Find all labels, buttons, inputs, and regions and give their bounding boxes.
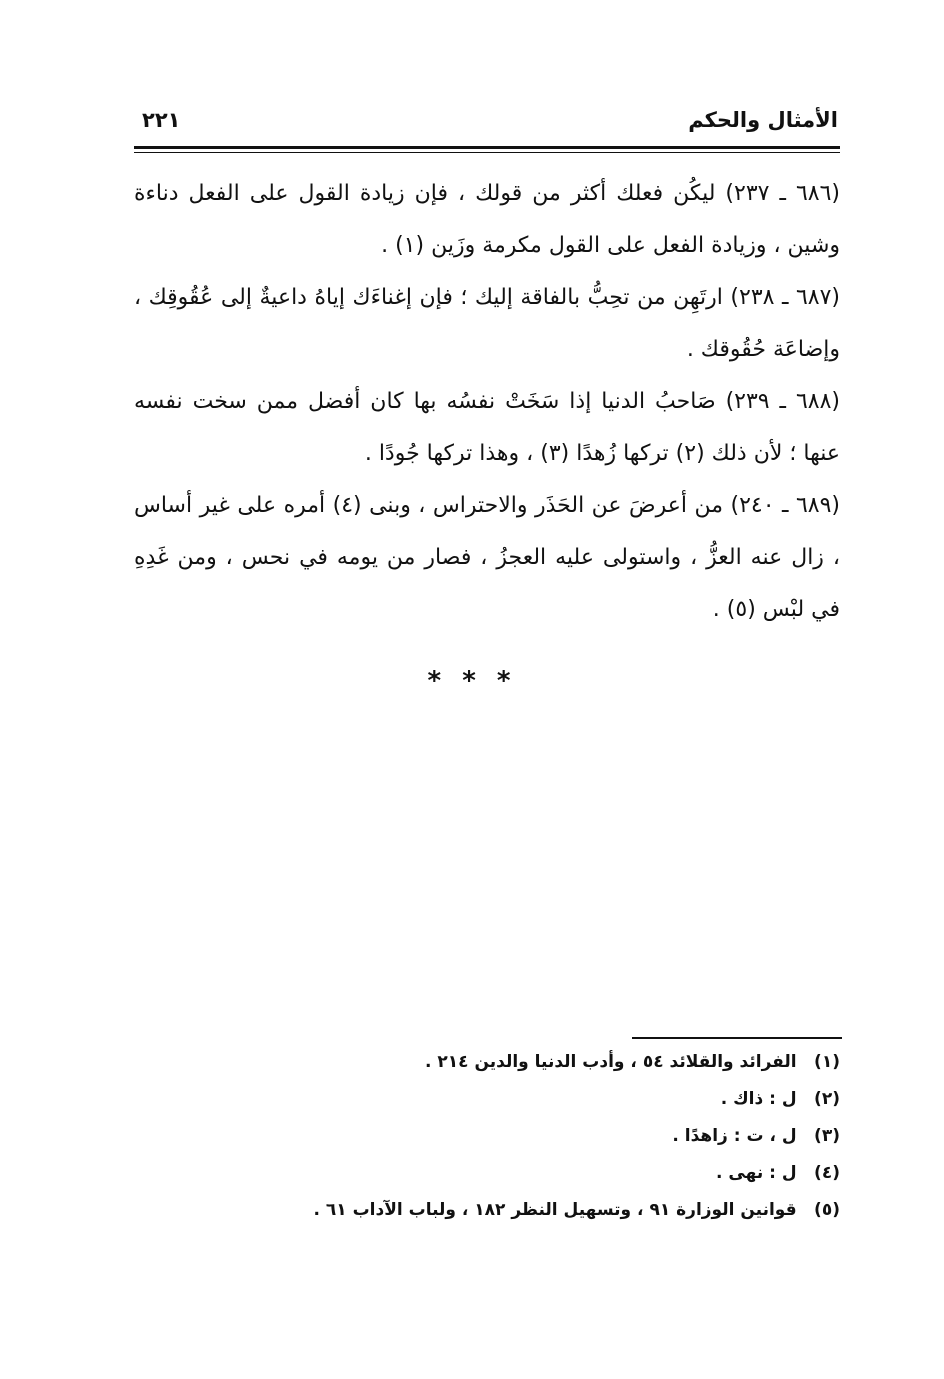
header-rule-thin <box>134 152 840 153</box>
section-separator: * * * <box>427 666 517 696</box>
entry-687: (٦٨٧ ـ ٢٣٨) ارتَهِن من تحِبُّ بالفاقة إليك ؛ فإن إغناءَك إياهُ داعيةٌ إلى عُقُوقِك ، وإضاعَة حُقُوقك . <box>134 285 841 362</box>
running-header <box>138 104 838 144</box>
footnote-number: (٥) <box>814 1200 840 1220</box>
footnote-rule <box>632 1037 842 1039</box>
footnote-item <box>134 1118 840 1155</box>
header-rule-thick <box>134 146 840 149</box>
footnote-item <box>134 1081 840 1118</box>
footnote-item <box>134 1155 840 1192</box>
footnote-text: قوانين الوزارة ٩١ ، وتسهيل النظر ١٨٢ ، ولباب الآداب ٦١ . <box>313 1200 797 1220</box>
footnote-text: الفرائد والقلائد ٥٤ ، وأدب الدنيا والدين ٢١٤ . <box>425 1052 797 1072</box>
footnote-number: (١) <box>814 1052 840 1072</box>
footnote-number: (٣) <box>814 1126 840 1146</box>
footnote-number: (٢) <box>814 1089 840 1109</box>
entry-686: (٦٨٦ ـ ٢٣٧) ليكُن فعلك أكثر من قولك ، فإن زيادة القول على الفعل دناءة وشين ، وزيادة الفعل على القول مكرمة وزَين (١) . <box>134 181 840 258</box>
page-number: ٢٢١ <box>142 108 181 132</box>
footnote-item <box>134 1044 840 1081</box>
footnote-text: ل : ذاك . <box>720 1089 797 1109</box>
footnote-number: (٤) <box>814 1163 840 1183</box>
entry-688: (٦٨٨ ـ ٢٣٩) صَاحبُ الدنيا إذا سَخَتْ نفسُه بها كان أفضل ممن سخت نفسه عنها ؛ لأن ذلك (٢) تركها زُهدًا (٣) ، وهذا تركها جُودًا . <box>134 389 840 466</box>
footnote-text: ل ، ت : زاهدًا . <box>672 1126 797 1146</box>
footnotes <box>134 1044 840 1229</box>
footnote-text: ل : نهى . <box>716 1163 797 1183</box>
chapter-title: الأمثال والحكم <box>688 108 838 132</box>
entry-689: (٦٨٩ ـ ٢٤٠) من أعرضَ عن الحَذَر والاحتراس ، وبنى (٤) أمره على غير أساس ، زال عنه العزُّ ، واستولى عليه العجزُ ، فصار من يومه في نحس ، ومن غَدِهِ في لبْس (٥) . <box>134 493 840 622</box>
footnote-item <box>134 1192 840 1229</box>
main-text <box>134 168 840 636</box>
